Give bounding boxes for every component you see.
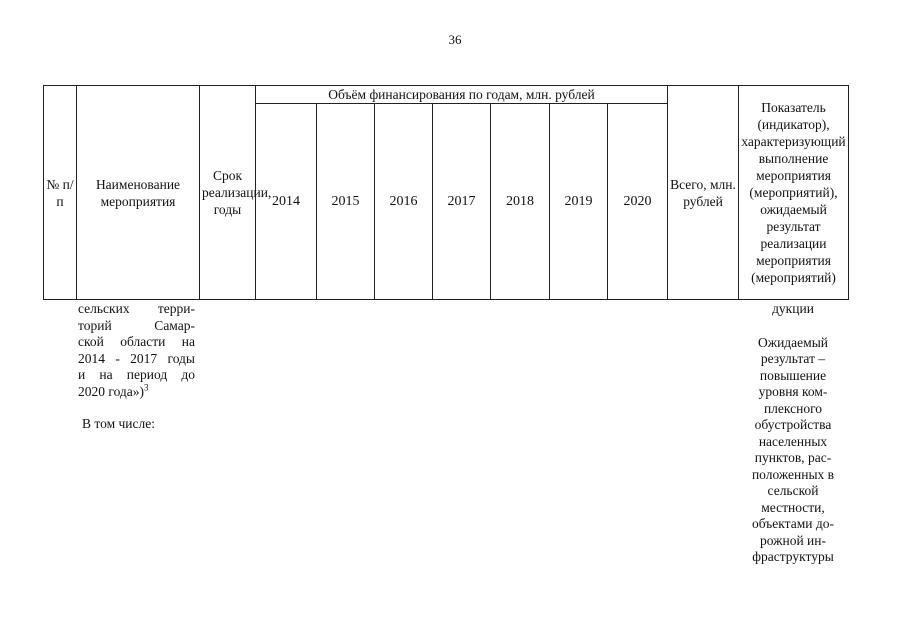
indicator-line: рожной ин- <box>759 532 826 548</box>
name-line: торий Самар- <box>78 317 195 333</box>
indicator-line: уровня ком- <box>758 384 828 399</box>
name-line-last <box>78 384 195 401</box>
indicator-line: сельской <box>767 483 819 498</box>
header-name: Наименование мероприятия <box>77 86 200 300</box>
indicator-line: местности, <box>761 499 825 515</box>
indicator-line: результат – <box>760 351 826 366</box>
table-header <box>43 85 849 300</box>
name-line: 2014 - 2017 годы <box>78 350 195 366</box>
indicator-line: пунктов, рас- <box>754 450 832 465</box>
indicator-line: обустройства <box>754 417 832 432</box>
header-funding-group: Объём финансирования по годам, млн. рублей <box>256 86 668 104</box>
name-continuation <box>78 301 195 400</box>
header-indicator: Показатель (индикатор), характеризующий выполнение мероприятия (мероприятий), ожидаемый результат реализации мероприятия (мероприятий) <box>739 86 849 300</box>
indicator-line: населенных <box>758 433 828 449</box>
indicator-line: Ожидаемый <box>758 334 828 350</box>
header-year: 2018 <box>491 104 550 300</box>
indicator-line: объектами до- <box>752 516 834 531</box>
header-term: Срок реализации, годы <box>200 86 256 300</box>
indicator-continuation <box>740 301 846 566</box>
header-year: 2019 <box>550 104 608 300</box>
header-year: 2020 <box>608 104 668 300</box>
financing-table <box>43 85 848 300</box>
indicator-line: повышение <box>759 367 827 383</box>
name-line: сельских терри- <box>78 301 195 316</box>
header-year: 2017 <box>433 104 491 300</box>
footnote-mark: 3 <box>144 382 149 392</box>
name-line: и на период до <box>78 367 195 382</box>
header-num: № п/п <box>44 86 77 300</box>
indicator-line: положенных в <box>751 466 835 482</box>
indicator-first-line: дукции <box>772 301 814 316</box>
name-line: 2020 года») <box>78 383 145 399</box>
name-line: ской области на <box>78 334 195 349</box>
header-total: Всего, млн. рублей <box>668 86 739 300</box>
subheading: В том числе: <box>82 416 155 431</box>
header-year: 2015 <box>317 104 375 300</box>
indicator-line: фраструктуры <box>752 549 834 564</box>
indicator-line: плексного <box>763 400 823 416</box>
header-year: 2014 <box>256 104 317 300</box>
header-year: 2016 <box>375 104 433 300</box>
page-number: 36 <box>448 32 462 47</box>
